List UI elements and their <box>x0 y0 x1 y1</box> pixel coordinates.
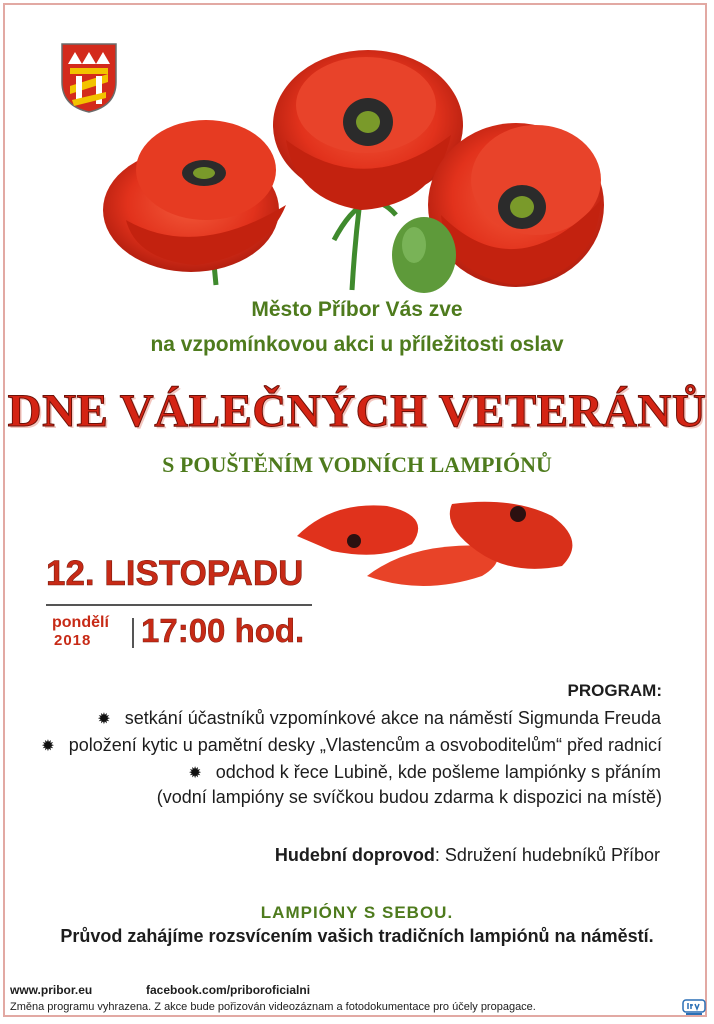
music-accompaniment <box>275 845 660 866</box>
event-day: pondělí <box>52 614 109 631</box>
divider <box>132 618 134 648</box>
program-item-text: odchod k řece Lubině, kde pošleme lampiónky s přáním <box>215 762 661 782</box>
program-note: (vodní lampióny se svíčkou budou zdarma k dispozici na místě) <box>156 787 662 807</box>
website-link[interactable]: www.pribor.eu <box>10 983 93 997</box>
program-item <box>41 735 662 756</box>
asterisk-bullet-icon: ✹ <box>41 738 55 755</box>
event-year: 2018 <box>54 632 92 649</box>
program-item-text: setkání účastníků vzpomínkové akce na náměstí Sigmunda Freuda <box>124 708 661 728</box>
program-item <box>188 762 661 783</box>
poppy-bud <box>392 217 456 293</box>
lanterns-text: Průvod zahájíme rozsvícením vašich tradičních lampiónů na náměstí. <box>60 926 654 946</box>
event-time: 17:00 hod. <box>141 612 305 649</box>
poppy-left <box>103 120 286 272</box>
program-heading: PROGRAM: <box>567 681 662 700</box>
event-date: 12. LISTOPADU <box>46 554 304 593</box>
intro-line-1: Město Příbor Vás zve <box>251 298 463 321</box>
program-item <box>97 708 661 729</box>
lanterns-heading: LAMPIÓNY S SEBOU. <box>260 903 454 922</box>
poppies-illustration <box>96 40 626 295</box>
asterisk-bullet-icon: ✹ <box>188 765 202 782</box>
intro-line-2: na vzpomínkovou akci u příležitosti oslav <box>150 333 564 356</box>
facebook-link[interactable]: facebook.com/priboroficialni <box>146 983 311 997</box>
program-item-text: položení kytic u pamětní desky „Vlastencům a osvoboditelům“ před radnicí <box>68 735 662 755</box>
event-title: DNE VÁLEČNÝCH VETERÁNŮ <box>7 385 707 437</box>
event-subtitle: S POUŠTĚNÍM VODNÍCH LAMPIÓNŮ <box>162 452 552 477</box>
music-label: Hudební doprovod <box>274 845 435 865</box>
falling-petals-illustration <box>292 496 588 596</box>
divider <box>46 604 312 606</box>
tv-logo-icon <box>682 998 706 1016</box>
music-value: : Sdružení hudebníků Příbor <box>434 845 660 865</box>
footer-note: Změna programu vyhrazena. Z akce bude pořizován videozáznam a fotodokumentace pro účely propagace. <box>10 1001 536 1013</box>
asterisk-bullet-icon: ✹ <box>97 711 111 728</box>
